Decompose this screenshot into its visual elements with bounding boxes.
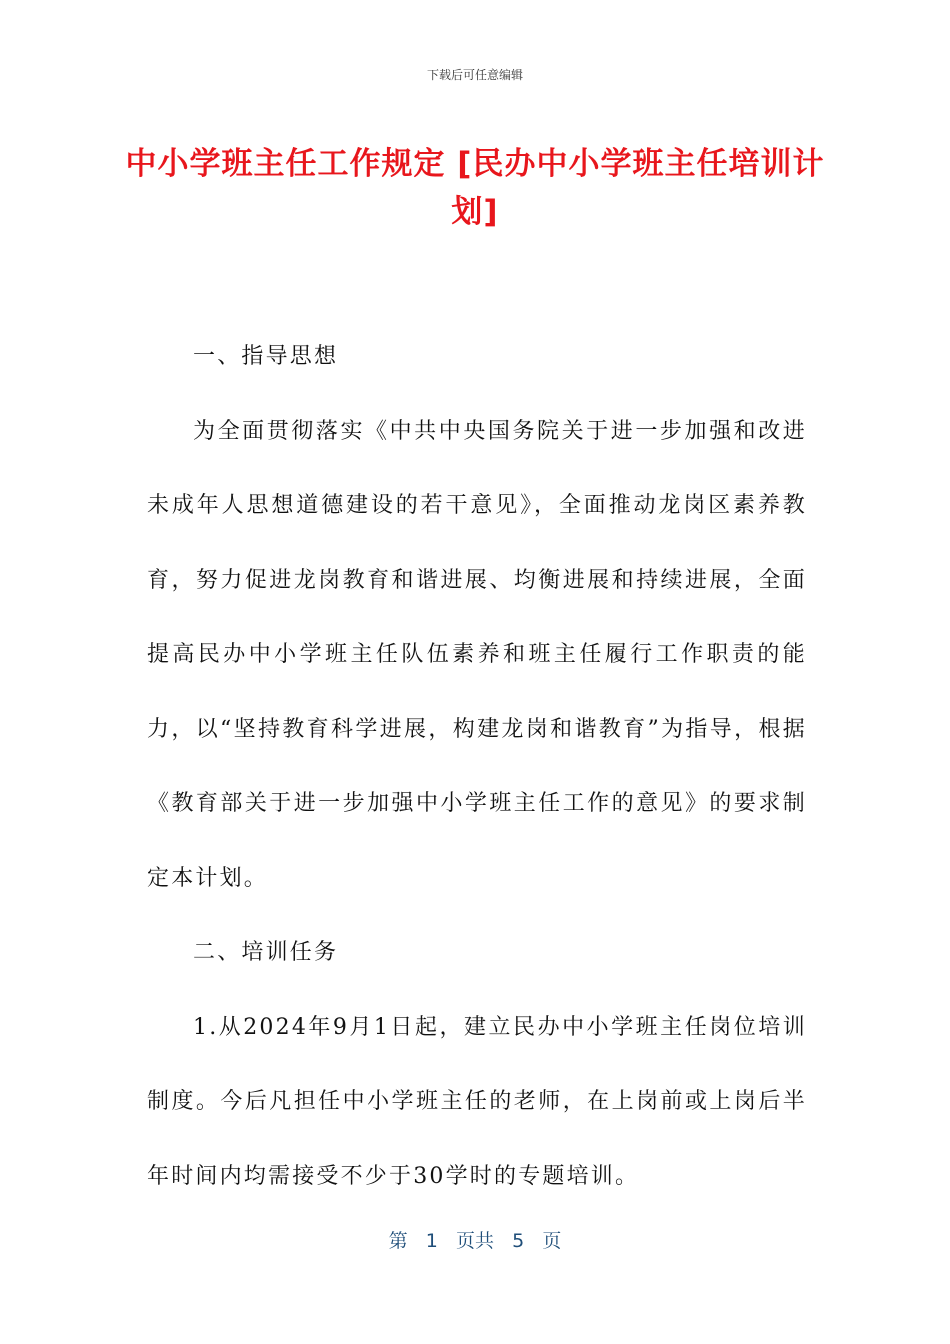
section-heading-guiding-ideology: 一、指导思想 bbox=[193, 344, 339, 369]
footer-total-pages: 5 bbox=[512, 1230, 525, 1252]
paragraph-guiding-ideology: 为全面贯彻落实《中共中央国务院关于进一步加强和改进未成年人思想道德建设的若干意见》，全面推动龙岗区素养教育，努力促进龙岗教育和谐进展、均衡进展和持续进展，全面提高民办中小学班主任队伍素养和班主任履行工作职责的能力，以“坚持教育科学进展，构建龙岗和谐教育”为指导，根据《教育部关于进一步加强中小学班主任工作的意见》的要求制定本计划。 bbox=[147, 418, 807, 891]
footer-prefix: 第 bbox=[388, 1230, 408, 1252]
footer-current-page: 1 bbox=[425, 1230, 438, 1252]
footer-suffix: 页 bbox=[542, 1230, 562, 1252]
document-title: 中小学班主任工作规定 [民办中小学班主任培训计划] bbox=[125, 146, 825, 230]
page-footer bbox=[0, 1226, 950, 1253]
document-body bbox=[147, 320, 807, 1214]
footer-middle: 页共 bbox=[455, 1230, 494, 1252]
header-note: 下载后可任意编辑 bbox=[426, 68, 523, 82]
paragraph-training-task-1: 1.从2024年9月1日起，建立民办中小学班主任岗位培训制度。今后凡担任中小学班主任的老师，在上岗前或上岗后半年时间内均需接受不少于30学时的专题培训。 bbox=[147, 1014, 807, 1189]
section-heading-training-tasks: 二、培训任务 bbox=[193, 940, 339, 965]
